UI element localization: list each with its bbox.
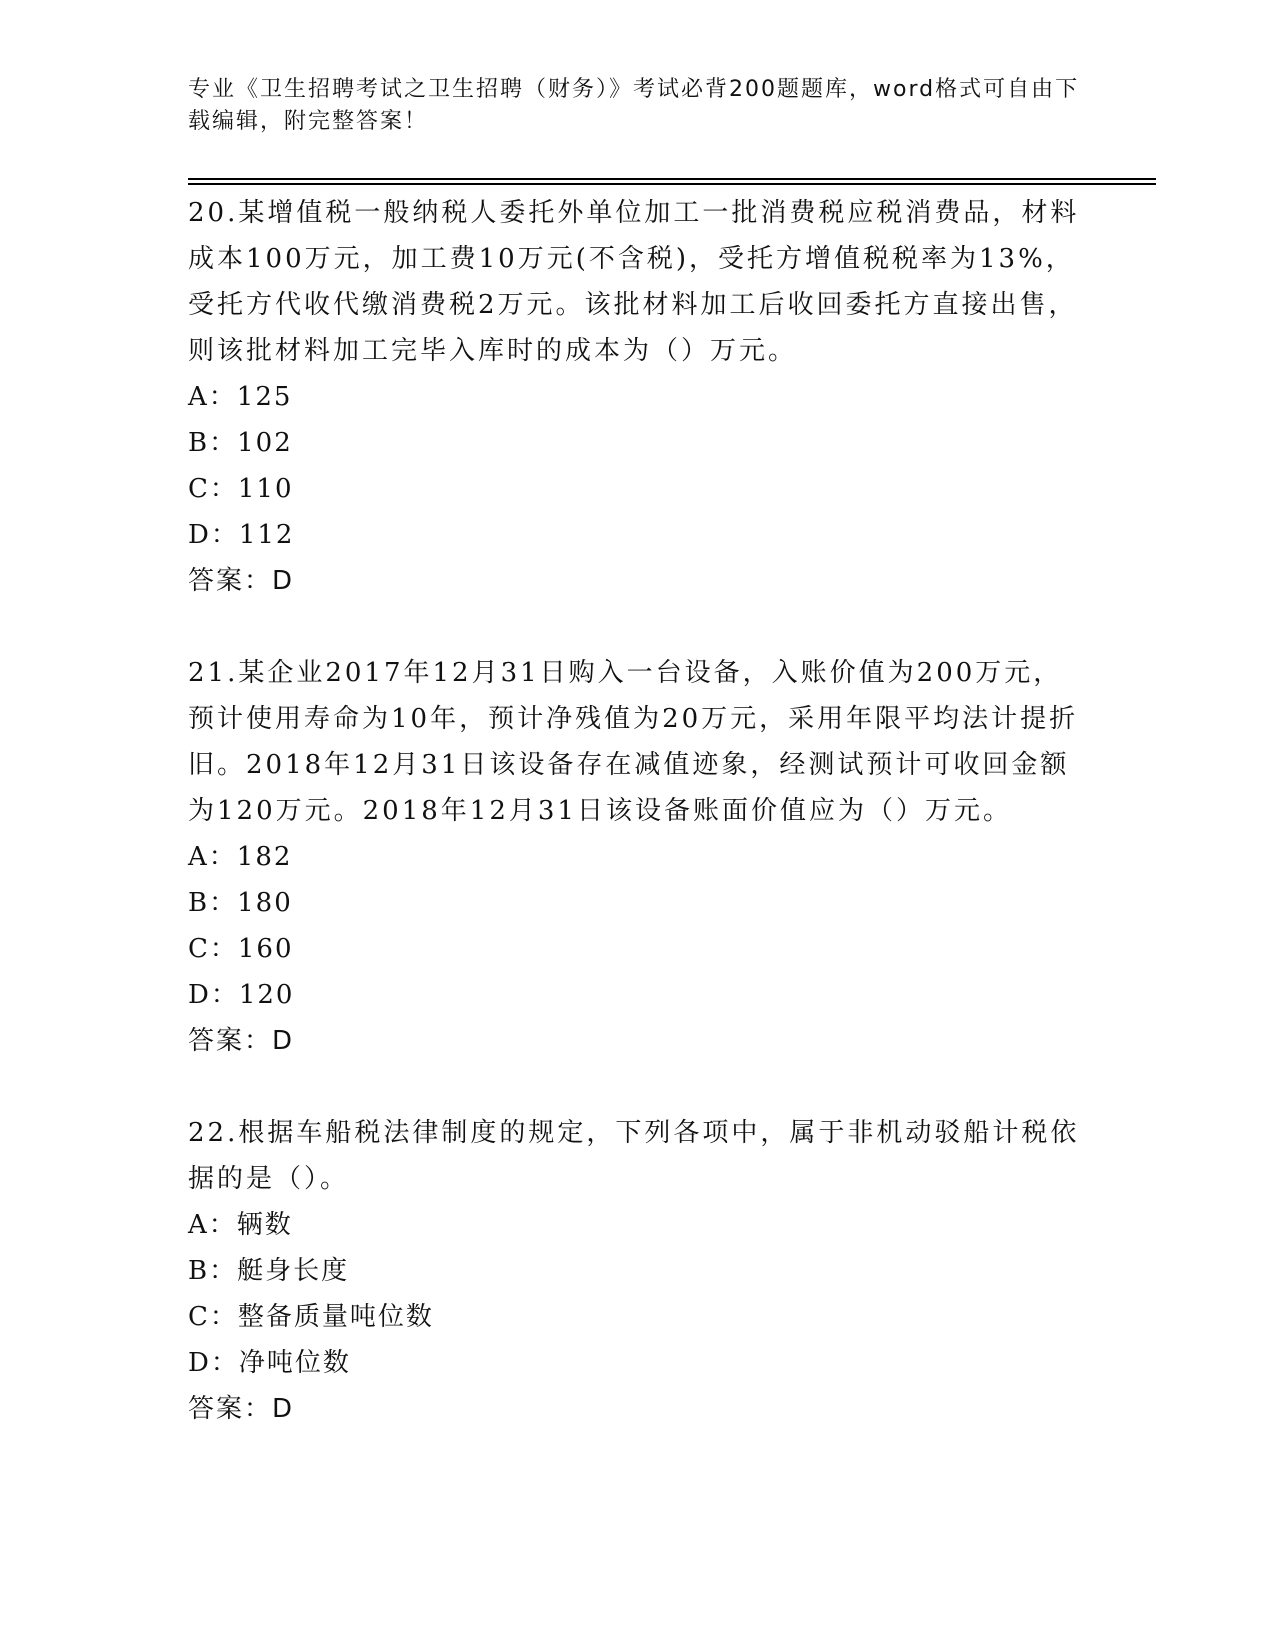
header-divider-bottom: [188, 183, 1156, 185]
answer-line: 答案：D: [188, 566, 295, 596]
document-header: 专业《卫生招聘考试之卫生招聘（财务）》考试必背200题题库，word格式可自由下载编辑，附完整答案！: [188, 77, 1080, 134]
question-stem: 20.某增值税一般纳税人委托外单位加工一批消费税应税消费品，材料成本100万元，加工费10万元(不含税)，受托方增值税税率为13%，受托方代收代缴消费税2万元。该批材料加工后收回委托方直接出售，则该批材料加工完毕入库时的成本为（）万元。: [188, 198, 1080, 366]
question-20: [188, 190, 1088, 604]
option-c: C：110: [188, 474, 294, 504]
option-d: D：120: [188, 980, 295, 1010]
question-21: [188, 650, 1088, 1064]
option-d: D：112: [188, 520, 295, 550]
answer-line: 答案：D: [188, 1026, 295, 1056]
option-b: B：艇身长度: [188, 1256, 350, 1286]
question-spacer: [188, 604, 1088, 650]
option-a: A：125: [188, 382, 293, 412]
option-a: A：182: [188, 842, 293, 872]
option-b: B：102: [188, 428, 293, 458]
option-a: A：辆数: [188, 1210, 293, 1240]
question-spacer: [188, 1064, 1088, 1110]
option-d: D：净吨位数: [188, 1348, 351, 1378]
question-stem: 22.根据车船税法律制度的规定，下列各项中，属于非机动驳船计税依据的是（）。: [188, 1118, 1080, 1194]
option-b: B：180: [188, 888, 293, 918]
question-stem: 21.某企业2017年12月31日购入一台设备，入账价值为200万元，预计使用寿命为10年，预计净残值为20万元，采用年限平均法计提折旧。2018年12月31日该设备存在减值迹象，经测试预计可收回金额为120万元。2018年12月31日该设备账面价值应为（）万元。: [188, 658, 1079, 826]
question-list: [188, 190, 1088, 1432]
option-c: C：整备质量吨位数: [188, 1302, 434, 1332]
header-divider-top: [188, 178, 1156, 180]
question-22: [188, 1110, 1088, 1432]
answer-line: 答案：D: [188, 1394, 295, 1424]
option-c: C：160: [188, 934, 294, 964]
